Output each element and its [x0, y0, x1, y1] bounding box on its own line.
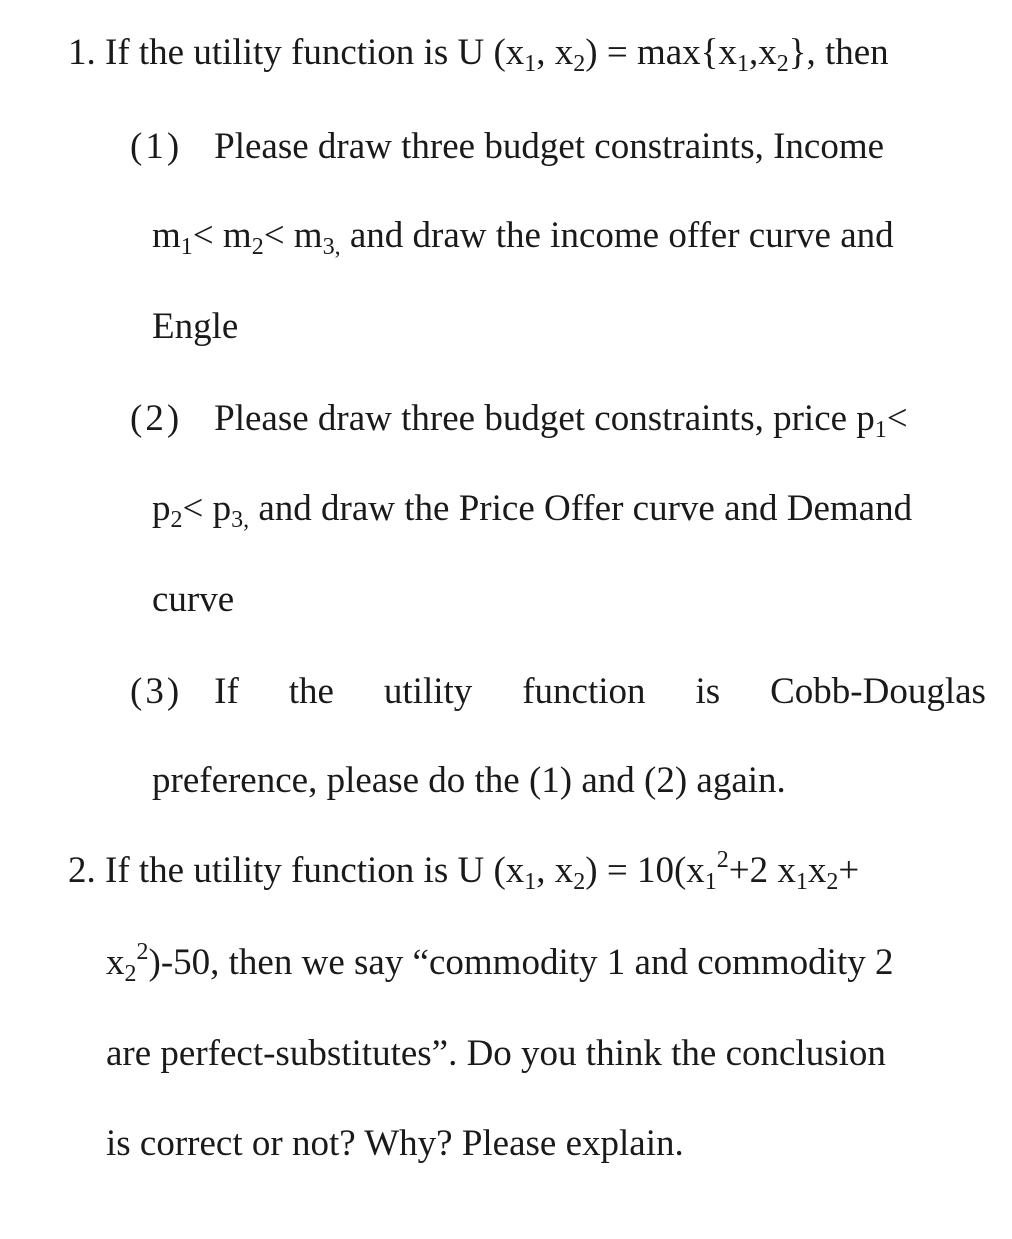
q2-line3: are perfect-substitutes”. Do you think the conclusion	[106, 1033, 886, 1074]
q1-part1-line1	[130, 124, 986, 170]
q1-part3-line2: preference, please do the (1) and (2) again.	[152, 760, 786, 801]
q1-part1-line2: $m_1< m_2< m_{3,}$ and draw the income offer curve and	[152, 215, 894, 260]
q2-line2: $x_2^2)-50$, then we say “commodity 1 and commodity 2	[106, 939, 894, 987]
q1-part2-line2: $p_2< p_{3,}$ and draw the Price Offer curve and Demand	[152, 488, 913, 533]
q1-part1-text1: Please draw three budget constraints, Income	[214, 126, 885, 167]
q1-stem	[68, 30, 889, 76]
q2-number: 2.	[68, 850, 96, 891]
q2-stem-text: If the utility function is U ($x_1$, $x_2) = 10(x_1^2+2$ $x_1x_2+$	[105, 847, 860, 895]
q1-part3-line1	[130, 669, 986, 715]
q1-part2-label: (2)	[130, 398, 183, 439]
q1-number: 1.	[68, 32, 96, 73]
q1-part1-label: (1)	[130, 126, 183, 167]
q1-part3-label: (3)	[130, 671, 183, 712]
q2-line1	[68, 848, 859, 894]
q1-part2-line1: (2) Please draw three budget constraints, price $p_1<$	[130, 398, 908, 443]
q1-part1-line3: Engle	[152, 306, 239, 347]
q1-part3-text1: If the utility function is Cobb-Douglas	[214, 671, 986, 712]
q1-stem-text: If the utility function is U ($x_1$, $x_2) = \max\{x_1,x_2\}$, then	[105, 32, 889, 77]
q1-part2-line3: curve	[152, 579, 235, 620]
q2-line4: is correct or not? Why? Please explain.	[106, 1123, 684, 1164]
